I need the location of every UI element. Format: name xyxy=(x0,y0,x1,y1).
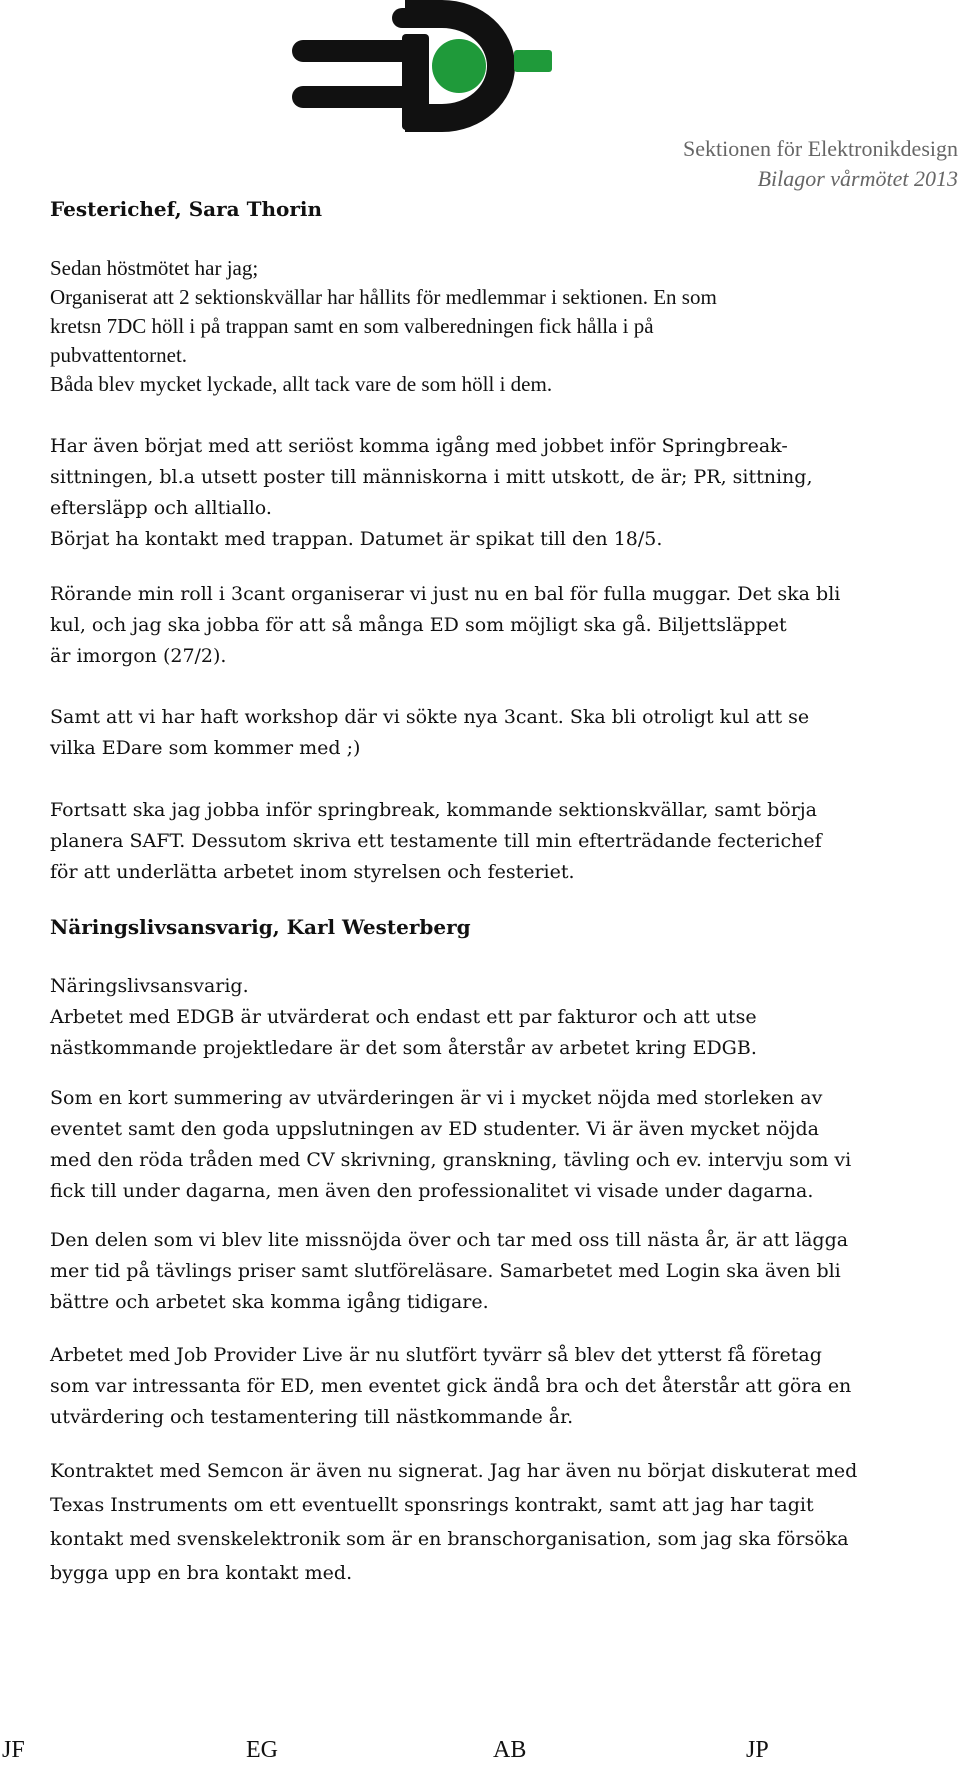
paragraph xyxy=(50,795,822,888)
text-line: är imorgon (27/2). xyxy=(50,645,227,667)
text-line: Den delen som vi blev lite missnöjda över och tar med oss till nästa år, är att lägga xyxy=(50,1229,849,1251)
footer-initial: JF xyxy=(2,1737,25,1763)
text-line: som var intressanta för ED, men eventet gick ändå bra och det återstår att göra en xyxy=(50,1375,852,1397)
logo-green-dash xyxy=(514,50,552,72)
text-line: Kontraktet med Semcon är även nu signerat. Jag har även nu börjat diskuterat med xyxy=(50,1460,858,1482)
text-line: kul, och jag ska jobba för att så många ED som möjligt ska gå. Biljettsläppet xyxy=(50,614,787,636)
text-line: pubvattentornet. xyxy=(50,343,188,367)
text-line: Näringslivsansvarig. xyxy=(50,975,249,997)
paragraph xyxy=(50,702,809,764)
document-subtitle: Bilagor vårmötet 2013 xyxy=(757,166,958,191)
text-line: Samt att vi har haft workshop där vi sökte nya 3cant. Ska bli otroligt kul att se xyxy=(50,706,810,728)
paragraph xyxy=(50,1225,848,1318)
footer-initial: JP xyxy=(746,1737,769,1763)
paragraph xyxy=(50,254,717,399)
text-line: nästkommande projektledare är det som återstår av arbetet kring EDGB. xyxy=(50,1037,757,1059)
text-line: kontakt med svenskelektronik som är en branschorganisation, som jag ska försöka xyxy=(50,1528,849,1550)
text-line: Arbetet med EDGB är utvärderat och endast ett par fakturor och att utse xyxy=(50,1006,757,1028)
text-line: eftersläpp och alltiallo. xyxy=(50,497,272,519)
text-line: Arbetet med Job Provider Live är nu slutfört tyvärr så blev det ytterst få företag xyxy=(50,1344,822,1366)
text-line: bättre och arbetet ska komma igång tidigare. xyxy=(50,1291,489,1313)
text-line: planera SAFT. Dessutom skriva ett testamente till min efterträdande fecterichef xyxy=(50,830,822,852)
text-line: Rörande min roll i 3cant organiserar vi just nu en bal för fulla muggar. Det ska bli xyxy=(50,583,841,605)
section-title-festerichef: Festerichef, Sara Thorin xyxy=(50,197,323,221)
text-line: bygga upp en bra kontakt med. xyxy=(50,1562,353,1584)
text-line: fick till under dagarna, men även den professionalitet vi visade under dagarna. xyxy=(50,1180,814,1202)
text-line: eventet samt den goda uppslutningen av ED studenter. Vi är även mycket nöjda xyxy=(50,1118,819,1140)
section-title-naringsliv: Näringslivsansvarig, Karl Westerberg xyxy=(50,915,471,939)
text-line: kretsn 7DC höll i på trappan samt en som valberedningen fick hålla i på xyxy=(50,314,654,338)
text-line: Båda blev mycket lyckade, allt tack vare de som höll i dem. xyxy=(50,372,553,396)
paragraph xyxy=(50,971,757,1064)
paragraph xyxy=(50,579,840,672)
text-line: Organiserat att 2 sektionskvällar har hållits för medlemmar i sektionen. En som xyxy=(50,285,717,309)
text-line: Texas Instruments om ett eventuellt sponsrings kontrakt, samt att jag har tagit xyxy=(50,1494,814,1516)
text-line: för att underlätta arbetet inom styrelsen och festeriet. xyxy=(50,861,575,883)
footer-initial: EG xyxy=(246,1737,278,1763)
ed-logo xyxy=(292,0,564,138)
paragraph xyxy=(50,1083,851,1207)
text-line: vilka EDare som kommer med ;) xyxy=(50,737,361,759)
logo-green-circle xyxy=(432,39,486,93)
text-line: sittningen, bl.a utsett poster till människorna i mitt utskott, de är; PR, sittning, xyxy=(50,466,813,488)
org-name: Sektionen för Elektronikdesign xyxy=(683,136,958,161)
text-line: Har även börjat med att seriöst komma igång med jobbet inför Springbreak- xyxy=(50,435,788,457)
text-line: med den röda tråden med CV skrivning, granskning, tävling och ev. intervju som vi xyxy=(50,1149,852,1171)
text-line: utvärdering och testamentering till nästkommande år. xyxy=(50,1406,574,1428)
paragraph xyxy=(50,431,813,555)
footer-initial: AB xyxy=(493,1737,527,1763)
text-line: mer tid på tävlings priser samt slutföreläsare. Samarbetet med Login ska även bli xyxy=(50,1260,841,1282)
paragraph xyxy=(50,1340,851,1433)
paragraph xyxy=(50,1454,857,1590)
text-line: Börjat ha kontakt med trappan. Datumet är spikat till den 18/5. xyxy=(50,528,663,550)
text-line: Fortsatt ska jag jobba inför springbreak, kommande sektionskvällar, samt börja xyxy=(50,799,817,821)
text-line: Som en kort summering av utvärderingen är vi i mycket nöjda med storleken av xyxy=(50,1087,823,1109)
text-line: Sedan höstmötet har jag; xyxy=(50,256,259,280)
